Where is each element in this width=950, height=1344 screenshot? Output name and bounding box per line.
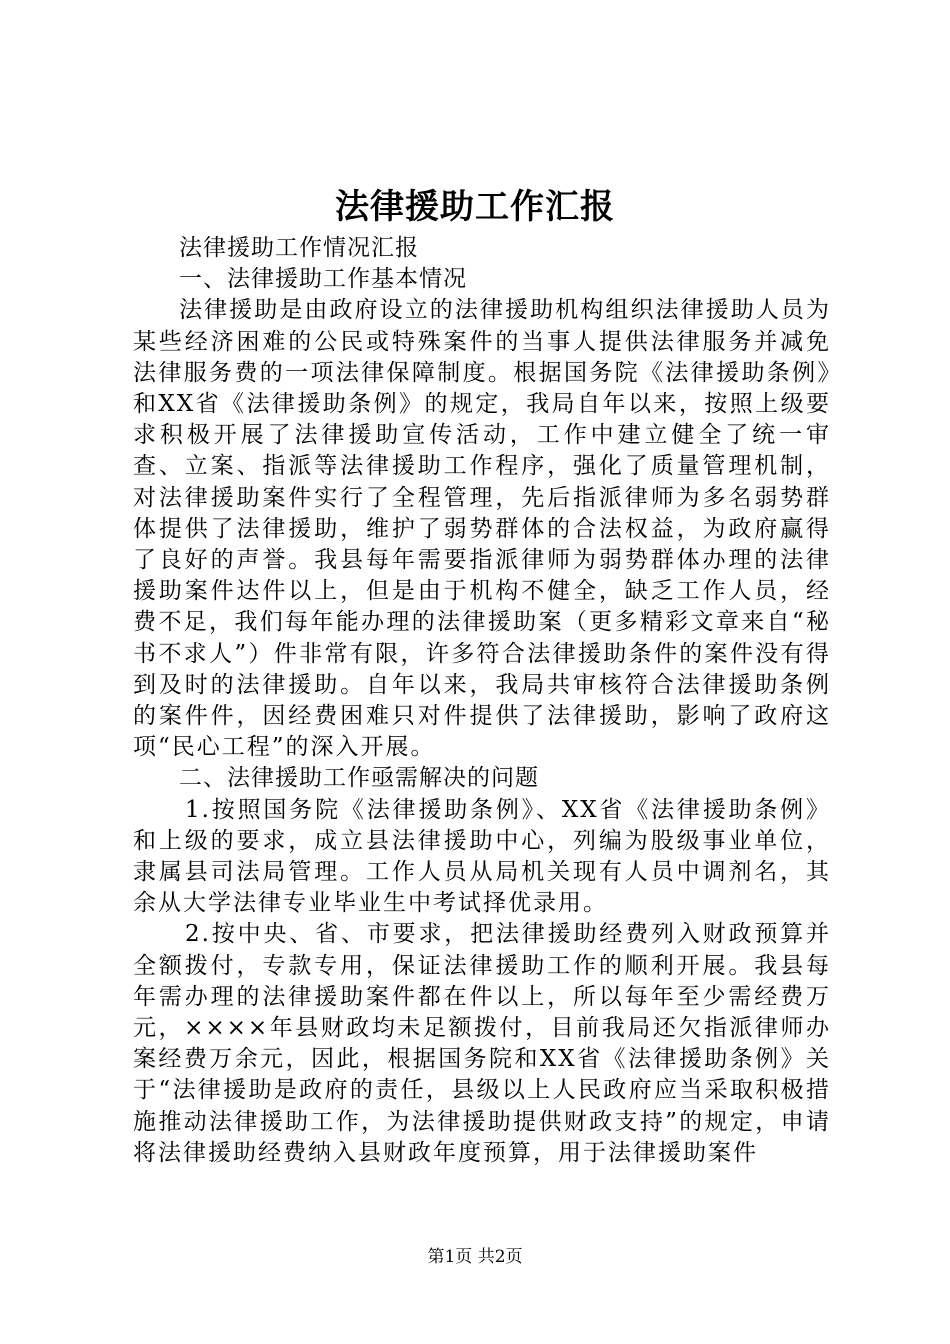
- page-number: 第1页 共2页: [427, 1247, 523, 1267]
- document-title: 法律援助工作汇报: [335, 187, 615, 227]
- section-heading-1: 一、法律援助工作基本情况: [179, 266, 467, 293]
- document-body: [133, 233, 831, 1169]
- list-item-2: 2.按中央、省、市要求，把法律援助经费列入财政预算并全额拨付，专款专用，保证法律援助工作的顺利开展。我县每年需办理的法律援助案件都在件以上，所以每年至少需经费万元，××××年县财政均未足额拨付，目前我局还欠指派律师办案经费万余元，因此，根据国务院和XX省《法律援助条例》关于“法律援助是政府的责任，县级以上人民政府应当采取积极措施推动法律援助工作，为法律援助提供财政支持”的规定，申请将法律援助经费纳入县财政年度预算，用于法律援助案件: [133, 921, 831, 1166]
- list-item-1: 1.按照国务院《法律援助条例》、XX省《法律援助条例》和上级的要求，成立县法律援助中心，列编为股级事业单位，隶属县司法局管理。工作人员从局机关现有人员中调剂名，其余从大学法律专业毕业生中考试择优录用。: [133, 796, 831, 917]
- section-paragraph-1: 法律援助是由政府设立的法律援助机构组织法律援助人员为某些经济困难的公民或特殊案件的当事人提供法律服务并减免法律服务费的一项法律保障制度。根据国务院《法律援助条例》和XX省《法律援助条例》的规定，我局自年以来，按照上级要求积极开展了法律援助宣传活动，工作中建立健全了统一审查、立案、指派等法律援助工作程序，强化了质量管理机制，对法律援助案件实行了全程管理，先后指派律师为多名弱势群体提供了法律援助，维护了弱势群体的合法权益，为政府赢得了良好的声誉。我县每年需要指派律师为弱势群体办理的法律援助案件达件以上，但是由于机构不健全，缺乏工作人员，经费不足，我们每年能办理的法律援助案（更多精彩文章来自“秘书不求人”）件非常有限，许多符合法律援助条件的案件没有得到及时的法律援助。自年以来，我局共审核符合法律援助条例的案件件，因经费困难只对件提供了法律援助，影响了政府这项“民心工程”的深入开展。: [133, 297, 831, 761]
- report-subtitle: 法律援助工作情况汇报: [179, 235, 419, 261]
- section-heading-2: 二、法律援助工作亟需解决的问题: [179, 765, 539, 792]
